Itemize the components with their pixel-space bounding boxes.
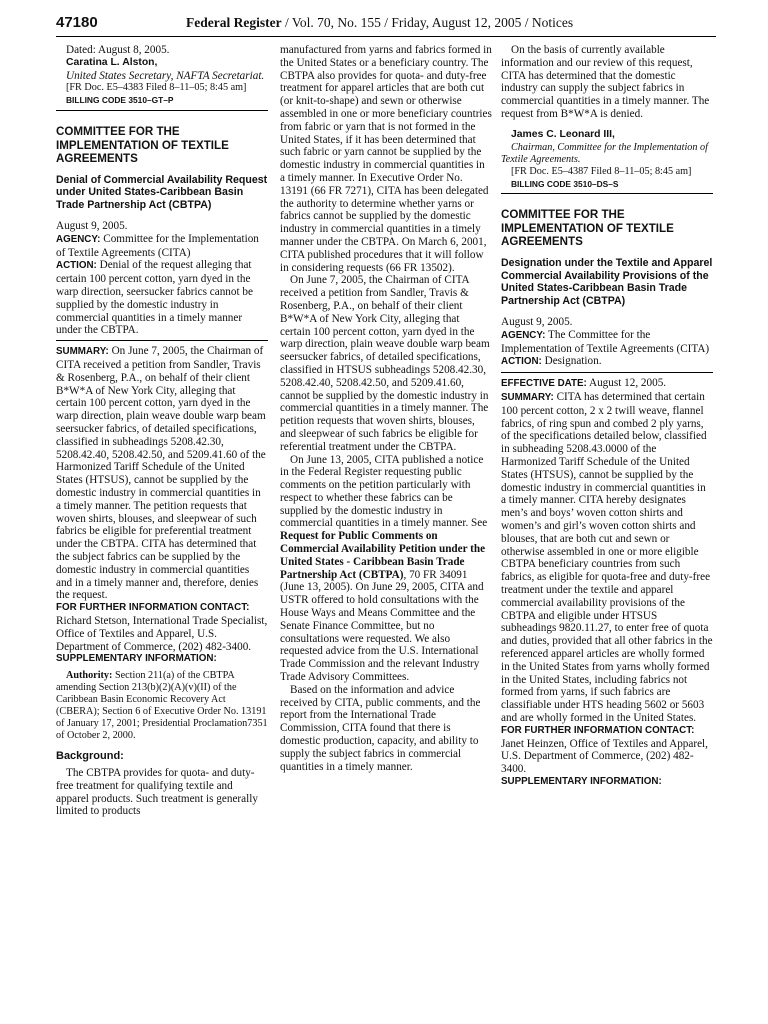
summary-para xyxy=(56,345,268,602)
signer-title: United States Secretary, NAFTA Secretariat. xyxy=(66,69,265,82)
effective-date-label: EFFECTIVE DATE: xyxy=(501,378,587,390)
action-para xyxy=(501,355,713,369)
column-2 xyxy=(280,44,492,773)
notice-date: August 9, 2005. xyxy=(501,316,573,329)
action-text: Denial of the request alleging that certain 100 percent cotton, yarn dyed in the warp direction, seersucker fabrics cannot be supplied by the domestic industry in commercial quantities in a timely manner under the CBTPA. xyxy=(56,259,253,337)
notice-subject: Designation under the Textile and Apparel Commercial Availability Provisions of the United States-Caribbean Basin Trade Partnership Act (CBTPA) xyxy=(501,256,713,308)
background-heading: Background: xyxy=(56,750,124,763)
authority-text: Section 211(a) of the CBTPA amending Section 213(b)(2)(A)(v)(II) of the Caribbean Basin Economic Recovery Act (CBERA); Section 6 of Executive Order No. 13191 of January 17, 2001; Presidential Proclamation7351 of October 2, 2000. xyxy=(56,670,268,742)
authority-para xyxy=(56,670,268,742)
paragraph xyxy=(280,454,492,684)
summary-text: On June 7, 2005, the Chairman of CITA received a petition from Sandler, Travis & Rosenberg, P.A., on behalf of their client B*W*A of New York City, alleging that certain 100 percent cotton, yarn dyed in the warp direction, plain weave double warp beam seersucker fabrics, of detailed specifications, classified in subheadings 5208.42.30, 5208.42.40, 5208.42.50, and 5209.41.60 of the Harmonized Tariff Schedule of the United States (HTSUS), cannot be supplied by the domestic industry in commercial quantities in a timely manner. The petition requests that woven shirts, blouses, and sleepwear of such fabrics be eligible for preferential treatment under the CBTPA. CITA has determined that the subject fabrics can be supplied by the domestic industry in commercial quantities and in a timely manner and, therefore, denies the request. xyxy=(56,345,266,602)
contact-label: FOR FURTHER INFORMATION CONTACT: xyxy=(56,602,250,614)
journal-name: Federal Register xyxy=(186,15,282,30)
running-header xyxy=(56,14,716,37)
supplementary-label: SUPPLEMENTARY INFORMATION: xyxy=(501,775,662,787)
action-label: ACTION: xyxy=(56,260,97,272)
supplementary-label: SUPPLEMENTARY INFORMATION: xyxy=(56,653,217,665)
paragraph: Based on the information and advice received by CITA, public comments, and the report from the International Trade Commission, CITA found that there is domestic production, capacity, and ability to supply the subject fabrics in commercial quantities in a timely manner. xyxy=(280,683,481,773)
summary-label: SUMMARY: xyxy=(501,392,554,404)
paragraph: On the basis of currently available information and our review of this request, CITA has determined that the domestic industry can supply the subject fabrics in commercial quantities in a timely manner. The request from B*W*A is denied. xyxy=(501,44,710,120)
paragraph: On June 7, 2005, the Chairman of CITA received a petition from Sandler, Travis & Rosenberg, P.A., on behalf of their client B*W*A of New York City, alleging that certain 100 percent cotton, yarn dyed in the warp direction, plain weave double warp beam seersucker fabrics, of detailed specifications, classified in HTSUS subheadings 5208.42.30, 5208.42.40, 5208.42.50, and 5209.41.60, cannot be supplied by the domestic industry in commercial quantities in a timely manner. The petition requests that woven shirts, blouses, and sleepwear of such fabrics be eligible for referential treatment under the CBTPA. xyxy=(280,274,490,453)
issue-info: / Vol. 70, No. 155 / Friday, August 12, 2005 / Notices xyxy=(281,15,574,30)
notice-date: August 9, 2005. xyxy=(56,220,128,233)
billing-code: BILLING CODE 3510–GT–P xyxy=(66,95,174,106)
action-text: Designation. xyxy=(541,355,602,368)
section-divider xyxy=(56,340,268,341)
agency-label: AGENCY: xyxy=(501,329,546,341)
agency-label: AGENCY: xyxy=(56,233,101,245)
notice-subject: Denial of Commercial Availability Request under United States-Caribbean Basin Trade Partnership Act (CBTPA) xyxy=(56,173,268,212)
page-number: 47180 xyxy=(56,14,98,31)
header-citation xyxy=(186,15,573,31)
authority-label: Authority: xyxy=(66,670,113,682)
billing-code: BILLING CODE 3510–DS–S xyxy=(511,178,619,189)
agency-para xyxy=(56,233,268,260)
fr-doc-line: [FR Doc. E5–4387 Filed 8–11–05; 8:45 am] xyxy=(511,165,692,177)
paragraph-text: On June 13, 2005, CITA published a notice in the Federal Register requesting public comments on the petition particularly with respect to whether these fabrics can be supplied by the domestic industry in commercial quantities in a timely manner. See xyxy=(280,453,488,530)
agency-text: The Committee for the Implementation of Textile Agreements (CITA) xyxy=(501,328,710,355)
section-divider xyxy=(501,372,713,373)
action-para xyxy=(56,259,268,337)
action-label: ACTION: xyxy=(501,356,542,368)
dated-line: Dated: August 8, 2005. xyxy=(66,44,170,56)
signer-title: Chairman, Committee for the Implementation of Textile Agreements. xyxy=(501,141,708,165)
background-text: The CBTPA provides for quota- and duty-free treatment for qualifying textile and apparel products. Such treatment is generally limited to products xyxy=(56,766,258,818)
contact-label: FOR FURTHER INFORMATION CONTACT: xyxy=(501,724,695,736)
section-divider xyxy=(501,193,713,194)
agency-heading: COMMITTEE FOR THE IMPLEMENTATION OF TEXTILE AGREEMENTS xyxy=(56,125,229,166)
section-divider xyxy=(56,110,268,111)
column-3 xyxy=(501,44,713,789)
agency-para xyxy=(501,329,713,356)
effective-date-para xyxy=(501,377,713,391)
signer-name: James C. Leonard III, xyxy=(511,128,615,140)
contact-text: Richard Stetson, International Trade Specialist, Office of Textiles and Apparel, U.S. Department of Commerce, (202) 482-3400. xyxy=(56,614,268,653)
contact-text: Janet Heinzen, Office of Textiles and Apparel, U.S. Department of Commerce, (202) 482-3400. xyxy=(501,737,708,776)
column-1 xyxy=(56,44,268,818)
signer-name: Caratina L. Alston, xyxy=(66,56,158,68)
summary-label: SUMMARY: xyxy=(56,346,109,358)
paragraph-text: , 70 FR 34091 (June 13, 2005). On June 29, 2005, CITA and USTR offered to hold consultations with the House Ways and Means Committee and the Senate Finance Committee, but no consultations were requested. We also requested advice from the U.S. International Trade Commission and the relevant Industry Trade Advisory Committees. xyxy=(280,568,484,684)
agency-heading: COMMITTEE FOR THE IMPLEMENTATION OF TEXTILE AGREEMENTS xyxy=(501,208,674,249)
summary-text: CITA has determined that certain 100 percent cotton, 2 x 2 twill weave, flannel fabrics, of ring spun and combed 2 ply yarns, of the specifications detailed below, classified in subheading 5208.43.0000 of the Harmonized Tariff Schedule of the United States (HTSUS), cannot be supplied by the domestic industry in commercial quantities in a timely manner. CITA hereby designates men’s and boys’ woven cotton shirts and women’s and girl’s woven cotton shirts and blouses, that are both cut and sewn or otherwise assembled in one or more eligible CBTPA beneficiary countries from such fabrics, as eligible for quota-free and duty-free treatment under the textile and apparel commercial availability provisions of the CBTPA and eligible under HTSUS subheadings 9820.11.27, to enter free of quota and duties, provided that all other fabrics in the referenced apparel articles are wholly formed in the United States from yarns wholly formed in the United States, including fabrics not formed from yarns, if such fabrics are classifiable under HTS heading 5602 or 5603 and are wholly formed in the United States. xyxy=(501,391,713,724)
agency-text: Committee for the Implementation of Textile Agreements (CITA) xyxy=(56,232,259,259)
summary-para xyxy=(501,391,713,725)
cited-notice-title: Request for Public Comments on Commercial Availability Petition under the United States - Caribbean Basin Trade Partnership Act (CBTPA) xyxy=(280,530,486,581)
effective-date-text: August 12, 2005. xyxy=(586,377,667,390)
paragraph: manufactured from yarns and fabrics formed in the United States or a beneficiary country. The CBTPA also provides for quota- and duty-free treatment for apparel articles that are both cut (or knit-to-shape) and sewn or otherwise assembled in one or more beneficiary countries from fabric or yarn that is not formed in the United States, if it has been determined that such fabric or yarn cannot be supplied by the domestic industry in commercial quantities in a timely manner. In Executive Order No. 13191 (66 FR 7271), CITA has been delegated the authority to determine whether yarns or fabrics cannot be supplied by the domestic industry in commercial quantities in a timely manner under the CBTPA. On March 6, 2001, CITA published procedures that it will follow in considering requests (66 FR 13502). xyxy=(280,44,492,274)
fr-doc-line: [FR Doc. E5–4383 Filed 8–11–05; 8:45 am] xyxy=(66,82,247,94)
